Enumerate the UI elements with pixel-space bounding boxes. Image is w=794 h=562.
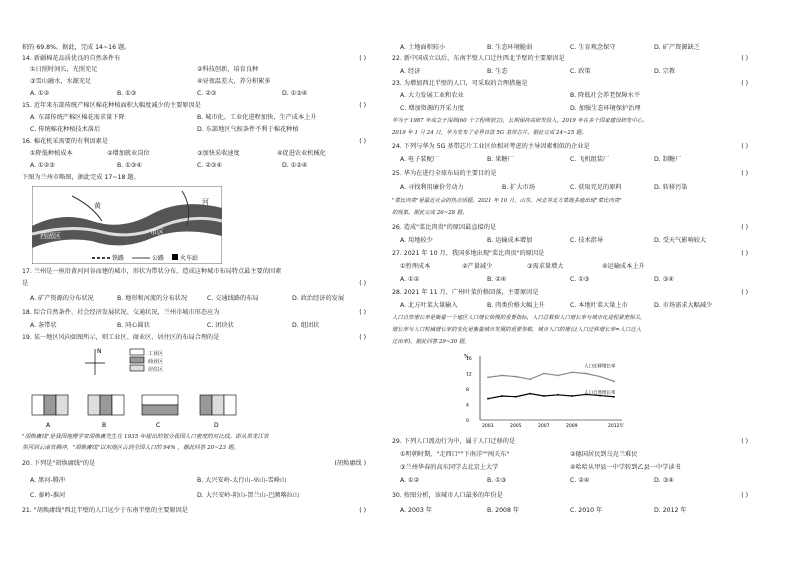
- q18-paren: ( ): [359, 309, 366, 316]
- q23-d[interactable]: D. 加强生态环境保护治理: [570, 105, 641, 112]
- q29-opt-3: ③兰州华春的高东同学去北京上大学: [400, 464, 499, 471]
- q20-b[interactable]: B. 大兴安岭-太行山-巫山-雪峰山: [197, 477, 287, 484]
- q16-opt-1: ①降低种植成本: [30, 150, 73, 157]
- x-tick-label: 2009: [566, 424, 578, 429]
- q28-b[interactable]: B. 肉类价格大幅上升: [487, 302, 545, 309]
- q26-b[interactable]: B. 运输成本增加: [487, 237, 533, 244]
- q16-a[interactable]: A. ①②③: [30, 162, 55, 169]
- map-label-river: 黄: [94, 202, 101, 210]
- legend-commercial: 商业区: [148, 359, 164, 365]
- svg-text:A: A: [46, 422, 51, 429]
- q18-c[interactable]: C. 团块状: [207, 322, 234, 329]
- q26-a[interactable]: A. 用地较少: [400, 237, 433, 244]
- q25-paren: ( ): [741, 170, 748, 177]
- y-tick-label: 16: [466, 357, 472, 362]
- series-1-point: [557, 394, 559, 396]
- q29-opt-1: ①明朝时期，"走西口""下南洋""闯关东": [400, 451, 510, 458]
- q18-b[interactable]: B. 同心圆状: [117, 322, 150, 329]
- map-label-east: 河: [202, 198, 209, 206]
- series-1-point: [501, 395, 503, 397]
- lanzhou-map: [32, 186, 222, 264]
- q14-d[interactable]: D. ①③④: [282, 90, 308, 97]
- series-0-point: [585, 373, 587, 375]
- q27-opt-4: ④运输成本上升: [602, 263, 645, 270]
- q21-b[interactable]: B. 生态环境脆弱: [487, 44, 533, 51]
- q27-c[interactable]: C. ①③: [570, 276, 590, 283]
- q16-b[interactable]: B. ①③④: [117, 162, 142, 169]
- q22-a[interactable]: A. 经济: [400, 68, 421, 75]
- q18-d[interactable]: D. 组团状: [292, 322, 320, 329]
- q14-stem: 14. 新疆棉花品质优良的自然条件有: [22, 55, 121, 62]
- q29-d[interactable]: D. ③④: [654, 477, 674, 484]
- q16-stem: 16. 棉花机采需要的有利因素是: [22, 138, 109, 145]
- q30-d[interactable]: D. 2012 年: [654, 507, 687, 514]
- meat-intro-2: 的现象。据此完成 26~28 题。: [392, 210, 468, 216]
- series-0-point: [487, 376, 489, 378]
- q29-paren: ( ): [741, 438, 748, 445]
- q27-opt-1: ①暂理成本: [400, 263, 431, 270]
- q28-paren: ( ): [741, 289, 748, 296]
- q23-c[interactable]: C. 增加资源的开采力度: [400, 105, 464, 112]
- q28-a[interactable]: A. 北方叶菜大量输入: [400, 302, 458, 309]
- series-1-point: [487, 398, 489, 400]
- y-tick-label: 12: [466, 372, 472, 378]
- q24-c[interactable]: C. 飞机组装厂: [570, 156, 610, 163]
- series-0-point: [599, 376, 601, 378]
- option-c-diagram[interactable]: [142, 395, 178, 429]
- north-arrow-top: [85, 348, 105, 375]
- q29-opt-2: ②德国居民到乌克兰难民: [570, 451, 638, 458]
- q25-a[interactable]: A. 寻找利用廉价劳动力: [400, 184, 464, 191]
- series-0-point: [571, 371, 573, 373]
- series-line-0: [488, 372, 614, 381]
- huline-note-2: 黑河到云南省腾冲，"胡焕庸线"以东地区占到全国人口的 94% ，据此回答 20~23 题。: [22, 445, 240, 451]
- q15-b[interactable]: B. 城市化、工业化进程加快，生产成本上升: [197, 114, 317, 121]
- x-tick-label: 2005: [510, 424, 522, 429]
- legend-industrial-swatch: [130, 349, 144, 355]
- q15-a[interactable]: A. 东部传统产棉区棉花需求量下降: [30, 114, 125, 121]
- pop-intro-1: 人口自然增长率是衡量一个地区人口增长快慢的重要指标，人口总数和人口增长率与城市化进程紧密相关，: [392, 315, 646, 321]
- q27-d[interactable]: D. ③④: [654, 276, 674, 283]
- series-1-point: [571, 395, 573, 397]
- q14-a[interactable]: A. ①②: [30, 90, 50, 97]
- q14-c[interactable]: C. ②③: [197, 90, 217, 97]
- population-chart: [462, 352, 632, 432]
- series-0-point: [529, 378, 531, 380]
- q21-d[interactable]: D. 矿产资源缺乏: [654, 44, 700, 51]
- q17-a[interactable]: A. 矿产资源的分布状况: [30, 295, 94, 302]
- q28-c[interactable]: C. 本地叶菜大量上市: [570, 302, 628, 309]
- q21-a[interactable]: A. 土地面积较小: [400, 44, 446, 51]
- svg-text:B: B: [102, 422, 107, 429]
- q22-c[interactable]: C. 政策: [570, 68, 591, 75]
- option-b-diagram[interactable]: [88, 395, 124, 429]
- legend-road: 公路: [152, 255, 165, 262]
- q17-c[interactable]: C. 交通线路的布局: [207, 295, 259, 302]
- left-column: [22, 0, 370, 562]
- series-label-0: 人口迁移增长率: [584, 364, 616, 370]
- series-1-point: [515, 396, 517, 398]
- series-0-point: [501, 375, 503, 377]
- chart-ylabel: %: [464, 354, 469, 360]
- q14-opt-2: ②科技创新，培育良种: [197, 66, 259, 73]
- option-d-diagram[interactable]: [200, 395, 236, 429]
- q17-paren: ( ): [359, 280, 366, 287]
- map-label-city: 市区: [150, 228, 164, 236]
- q14-opt-3: ③雪山融水，水源充足: [30, 78, 92, 85]
- q16-c[interactable]: C. ②③④: [197, 162, 222, 169]
- series-0-point: [543, 373, 545, 375]
- option-a-diagram[interactable]: [32, 395, 68, 429]
- series-0-point: [557, 375, 559, 377]
- q30-stem: 30. 按图分析，该城市人口最多的年份是: [392, 492, 503, 499]
- q14-opt-4: ④昼夜温差大，养分积累多: [197, 78, 271, 85]
- q16-opt-4: ④促进农业机械化: [277, 150, 326, 157]
- x-tick-label: 2007: [538, 424, 550, 429]
- q20-a[interactable]: A. 黑河-腾冲: [30, 477, 66, 484]
- q25-c[interactable]: C. 获取充足的原料: [570, 184, 622, 191]
- q18-stem: 18. 综合自然条件、社会经济发展状况、交通状况，兰州市城市形态应为: [22, 309, 220, 316]
- q20-paren: (胡焕庸线 ): [334, 460, 366, 467]
- q29-opt-4: ④哈哈从甲县一中学转到乙县一中学读书: [570, 464, 681, 471]
- legend-rail: 铁路: [112, 255, 125, 262]
- q20-c[interactable]: C. 秦岭-淮河: [30, 492, 66, 499]
- legend-station: 火车站: [180, 255, 199, 262]
- q27-opt-2: ②产量减少: [462, 263, 493, 270]
- q29-stem: 29. 下列人口流动行为中，属于人口迁移的是: [392, 438, 516, 445]
- huawei-intro-2: 2019 年 1 月 24 日，华为发布了业界首款 5G 基带芯片。据此完成 24~25 题。: [392, 130, 587, 136]
- legend-station-symbol: [172, 254, 178, 260]
- q29-a[interactable]: A. ①②: [400, 477, 420, 484]
- q26-c[interactable]: C. 技术指导: [570, 237, 604, 244]
- q30-c[interactable]: C. 2010 年: [570, 507, 603, 514]
- q22-paren: ( ): [741, 55, 748, 62]
- q20-d[interactable]: D. 大兴安岭-阴山-贺兰山-巴颜喀拉山: [197, 492, 300, 499]
- q25-stem: 25. 华为在进行全球布局的主要目的是: [392, 170, 497, 177]
- q25-d[interactable]: D. 转移污染: [654, 184, 688, 191]
- q17-d[interactable]: D. 政治经济的发展: [292, 295, 345, 302]
- huline-note-1: "胡焕庸线"是我国地理学家胡焕庸先生在 1935 年提出的划分我国人口密度的对比线。即从黑龙江省: [22, 434, 269, 440]
- q25-b[interactable]: B. 扩大市场: [502, 184, 535, 191]
- intro-tail: 积的 69.8%。据此，完成 14~16 题。: [22, 44, 131, 51]
- q17-stem: 17. 兰州是一座沿黄河河谷而建的城市，形状为带状分布，造成这种城市布局特点最主要的因素: [22, 268, 282, 275]
- right-column: [392, 0, 752, 562]
- q24-a[interactable]: A. 电子装配厂: [400, 156, 439, 163]
- q16-paren: ( ): [359, 138, 366, 145]
- map-label-west: 西固区: [40, 232, 61, 240]
- series-1-point: [613, 396, 615, 398]
- series-1-point: [529, 393, 531, 395]
- pop-intro-2: 增长率与人口机械增长率的变化是衡量城市发展的重要参数，城市人口的增长(人口迁移增长率=人口迁入: [392, 327, 642, 333]
- q23-stem: 23. 为增加西北半壁的人口，可采取的合理措施是: [392, 80, 528, 87]
- q14-paren: ( ): [359, 55, 366, 62]
- q19-paren: ( ): [359, 334, 366, 341]
- series-0-point: [613, 380, 615, 382]
- q16-opt-3: ③加快采收速度: [197, 150, 240, 157]
- y-tick-label: 8: [466, 388, 469, 393]
- svg-text:N: N: [97, 348, 102, 355]
- q17-b[interactable]: B. 地形和河流的分布状况: [117, 295, 188, 302]
- q23-paren: ( ): [741, 80, 748, 87]
- q16-opt-2: ②增加就业岗位: [107, 150, 150, 157]
- y-tick-label: 0: [466, 419, 469, 424]
- pop-intro-3: 迁出率)。据此回答 29~30 题。: [392, 339, 470, 345]
- q15-c[interactable]: C. 传统棉花种植技术落后: [30, 126, 101, 133]
- q30-b[interactable]: B. 2008 年: [487, 507, 520, 514]
- q27-a[interactable]: A. ①②: [400, 276, 420, 283]
- q26-paren: ( ): [741, 224, 748, 231]
- y-tick-label: 4: [466, 403, 469, 409]
- legend-commercial-swatch: [130, 357, 144, 363]
- q24-b[interactable]: B. 果糖厂: [487, 156, 514, 163]
- q29-b[interactable]: B. ①③: [487, 477, 507, 484]
- q14-b[interactable]: B. ①③: [117, 90, 137, 97]
- huawei-intro-1: 华为于 1987 年成立于深圳(60 个工程师创立)，长期保持高研发投入。2019 年在多个国家建设研发中心。: [392, 118, 648, 124]
- q20-stem: 20. 下列是"胡焕庸线"的是: [22, 460, 96, 467]
- q30-a[interactable]: A. 2003 年: [400, 507, 432, 514]
- q28-d[interactable]: D. 市场需求大幅减少: [654, 302, 713, 309]
- series-0-point: [515, 376, 517, 378]
- q27-b[interactable]: B. ②④: [487, 276, 507, 283]
- q21-stem: 21. "胡焕庸线"西北半壁的人口远少于东南半壁的主要原因是: [22, 507, 188, 514]
- q27-opt-3: ③需求量增大: [527, 263, 564, 270]
- svg-text:D: D: [214, 422, 219, 429]
- map-intro: 下图为兰州市略图，据此完成 17~18 题。: [22, 174, 140, 181]
- q28-stem: 28. 2021 年 11 月，广州叶菜价格回落，主要原因是: [392, 289, 539, 296]
- q26-stem: 26. 造成"菜比肉贵"的原因最直接的是: [392, 224, 497, 231]
- q18-a[interactable]: A. 条带状: [30, 322, 57, 329]
- q27-paren: ( ): [741, 250, 748, 257]
- q24-d[interactable]: D. 制糖厂: [654, 156, 682, 163]
- q21-c[interactable]: C. 生育观念保守: [570, 44, 616, 51]
- q24-stem: 24. 下列与华为 5G 基带芯片工业区位相对考虑的主导因素相似的企业是: [392, 143, 590, 150]
- q30-paren: ( ): [741, 492, 748, 499]
- series-label-1: 人口自然增长率: [584, 390, 616, 396]
- q16-d[interactable]: D. ①②④: [282, 162, 308, 169]
- svg-text:C: C: [156, 422, 161, 429]
- q22-stem: 22. 新中国成立以后，东南半壁人口迁往西北半壁的主要原因是: [392, 55, 565, 62]
- q22-b[interactable]: B. 生态: [487, 68, 508, 75]
- q14-opt-1: ①日照时间长，光照充足: [30, 66, 98, 73]
- q29-c[interactable]: C. ②④: [570, 477, 590, 484]
- q19-stem: 19. 某一地区风向如图所示，则工业区、商业区、居住区的布局合理的是: [22, 334, 220, 341]
- x-tick-label: 2003: [482, 424, 494, 429]
- q22-d[interactable]: D. 宗教: [654, 68, 676, 75]
- q27-stem: 27. 2021 年 10 月，我国多地出现"菜比肉贵"的原因是: [392, 250, 545, 257]
- q19-diagram: [30, 345, 260, 433]
- x-tick-label: 2012年: [608, 424, 624, 429]
- q15-paren: ( ): [359, 102, 366, 109]
- q23-b[interactable]: B. 降低社会养老保障水平: [570, 92, 641, 99]
- meat-intro-1: "菜比肉贵"是最近社会的热点话题。2021 年 10 月，山东、河北等北方菜地多地出现"菜比肉贵": [392, 198, 622, 204]
- q26-d[interactable]: D. 受天气影响较大: [654, 237, 707, 244]
- q15-stem: 15. 近年来东部传统产棉区棉花种植面积大幅度减少的主要原因是: [22, 102, 201, 109]
- q23-a[interactable]: A. 大力发展工业和农业: [400, 92, 464, 99]
- legend-residential-swatch: [130, 365, 144, 371]
- q17-stem2: 是: [22, 280, 29, 287]
- q15-d[interactable]: D. 东部地区气候条件不利于棉花种植: [197, 126, 299, 133]
- legend-residential: 居住区: [148, 367, 164, 373]
- q24-paren: ( ): [741, 143, 748, 150]
- legend-industrial: 工业区: [148, 351, 164, 357]
- q21-paren: ( ): [359, 507, 366, 514]
- series-1-point: [543, 395, 545, 397]
